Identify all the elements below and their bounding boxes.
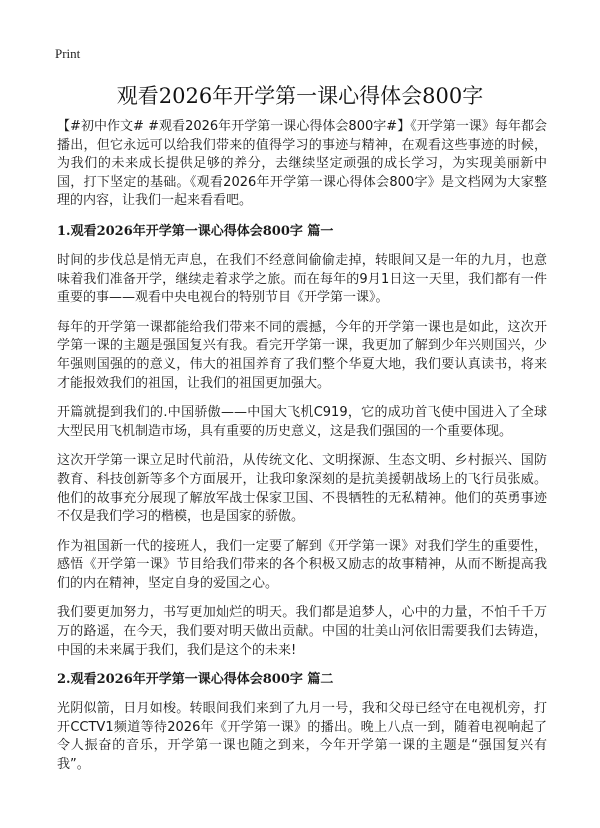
paragraph: 作为祖国新一代的接班人，我们一定要了解到《开学第一课》对我们学生的重要性，感悟《开学第一课》节目给我们带来的各个积极又励志的故事精神，从而不断提高我们的内在精神，坚定自身的爱国之心。 [57,538,547,591]
paragraph: 我们要更加努力，书写更加灿烂的明天。我们都是追梦人，心中的力量，不怕千千万万的路遥，在今天，我们要对明天做出贡献。中国的壮美山河依旧需要我们去铸造，中国的未来属于我们，我们是这个的未来! [57,605,547,658]
intro-paragraph: 【#初中作文# #观看2026年开学第一课心得体会800字#】《开学第一课》每年都会播出，但它永远可以给我们带来的值得学习的事迹与精神，在观看这些事迹的时候，为我们的未来成长提供足够的养分，去继续坚定顽强的成长学习，为实现美丽新中国，打下坚定的基础。《观看2026年开学第一课心得体会800字》是文档网为大家整理的内容，让我们一起来看看吧。 [57,119,547,209]
paragraph: 光阴似箭，日月如梭。转眼间我们来到了九月一号，我和父母已经守在电视机旁，打开CCTV1频道等待2026年《开学第一课》的播出。晚上八点一到，随着电视响起了令人振奋的音乐，开学第一课也随之到来，今年开学第一课的主题是“强国复兴有我”。 [57,701,547,773]
section-heading: 1.观看2026年开学第一课心得体会800字 篇一 [57,223,334,239]
paragraph: 时间的步伐总是悄无声息，在我们不经意间偷偷走掉，转眼间又是一年的九月，也意味着我们准备开学，继续走着求学之旅。而在每年的9月1日这一天里，我们都有一件重要的事——观看中央电视台的特别节目《开学第一课》。 [57,252,547,306]
print-link[interactable]: Print [55,46,81,61]
article-content [57,118,547,786]
paragraph: 每年的开学第一课都能给我们带来不同的震撼，今年的开学第一课也是如此，这次开学第一课的主题是强国复兴有我。看完开学第一课，我更加了解到少年兴则国兴，少年强则国强的的意义，伟大的祖国养育了我们整个华夏大地，我们要认真读书，将来才能报效我们的祖国，让我们的祖国更加强大。 [57,319,547,391]
paragraph: 开篇就提到我们的.中国骄傲——中国大飞机C919，它的成功首飞使中国进入了全球大型民用飞机制造市场，具有重要的历史意义，这是我们强国的一个重要体现。 [57,405,547,439]
paragraph: 这次开学第一课立足时代前沿，从传统文化、文明探源、生态文明、乡村振兴、国防教育、科技创新等多个方面展开，让我印象深刻的是抗美援朝战场上的飞行员张威。他们的故事充分展现了解放军战士保家卫国、不畏牺牲的无私精神。他们的英勇事迹不仅是我们学习的楷模，也是国家的骄傲。 [57,453,547,525]
page-title: 观看2026年开学第一课心得体会800字 [116,84,484,108]
section-heading: 2.观看2026年开学第一课心得体会800字 篇二 [57,672,334,688]
